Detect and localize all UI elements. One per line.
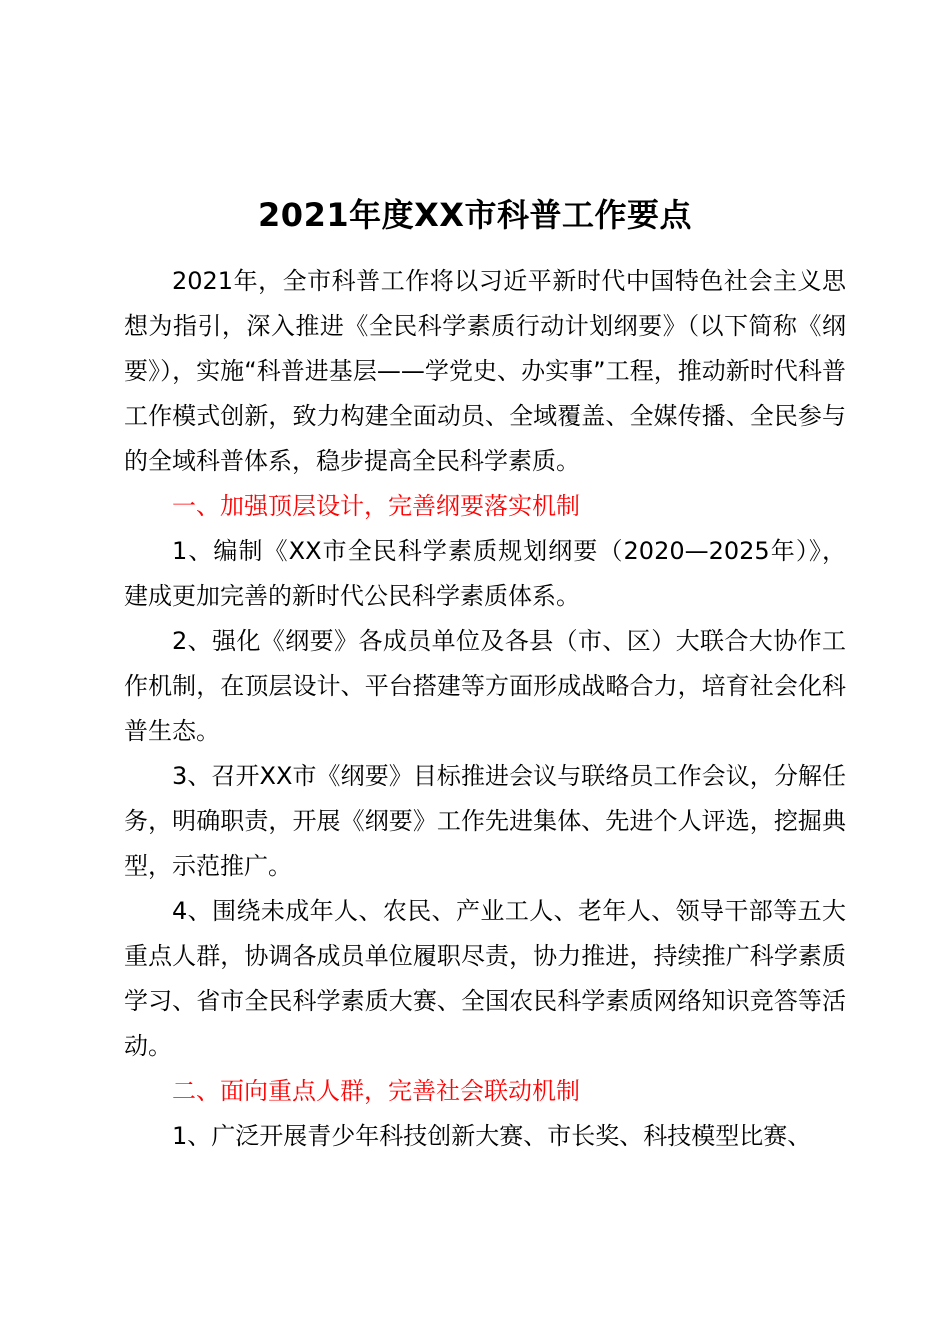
document-body — [124, 259, 846, 1159]
intro-paragraph: 2021年，全市科普工作将以习近平新时代中国特色社会主义思想为指引，深入推进《全民科学素质行动计划纲要》（以下简称《纲要》），实施“科普进基层——学党史、办实事”工程，推动新时代科普工作模式创新，致力构建全面动员、全域覆盖、全媒传播、全民参与的全域科普体系，稳步提高全民科学素质。 — [124, 267, 846, 475]
section-1-heading: 一、加强顶层设计，完善纲要落实机制 — [172, 492, 580, 520]
document-title: 2021年度XX市科普工作要点 — [258, 196, 692, 234]
section-1-item-1: 1、编制《XX市全民科学素质规划纲要（2020—2025年）》，建成更加完善的新时代公民科学素质体系。 — [124, 537, 846, 610]
section-1-item-2: 2、强化《纲要》各成员单位及各县（市、区）大联合大协作工作机制，在顶层设计、平台搭建等方面形成战略合力，培育社会化科普生态。 — [124, 627, 846, 745]
section-1-item-4: 4、围绕未成年人、农民、产业工人、老年人、领导干部等五大重点人群，协调各成员单位履职尽责，协力推进，持续推广科学素质学习、省市全民科学素质大赛、全国农民科学素质网络知识竞答等活动。 — [124, 897, 846, 1060]
section-2-item-1: 1、广泛开展青少年科技创新大赛、市长奖、科技模型比赛、 — [172, 1122, 812, 1150]
section-1-item-3: 3、召开XX市《纲要》目标推进会议与联络员工作会议，分解任务，明确职责，开展《纲要》工作先进集体、先进个人评选，挖掘典型，示范推广。 — [124, 762, 846, 880]
section-2-heading: 二、面向重点人群，完善社会联动机制 — [172, 1077, 580, 1105]
